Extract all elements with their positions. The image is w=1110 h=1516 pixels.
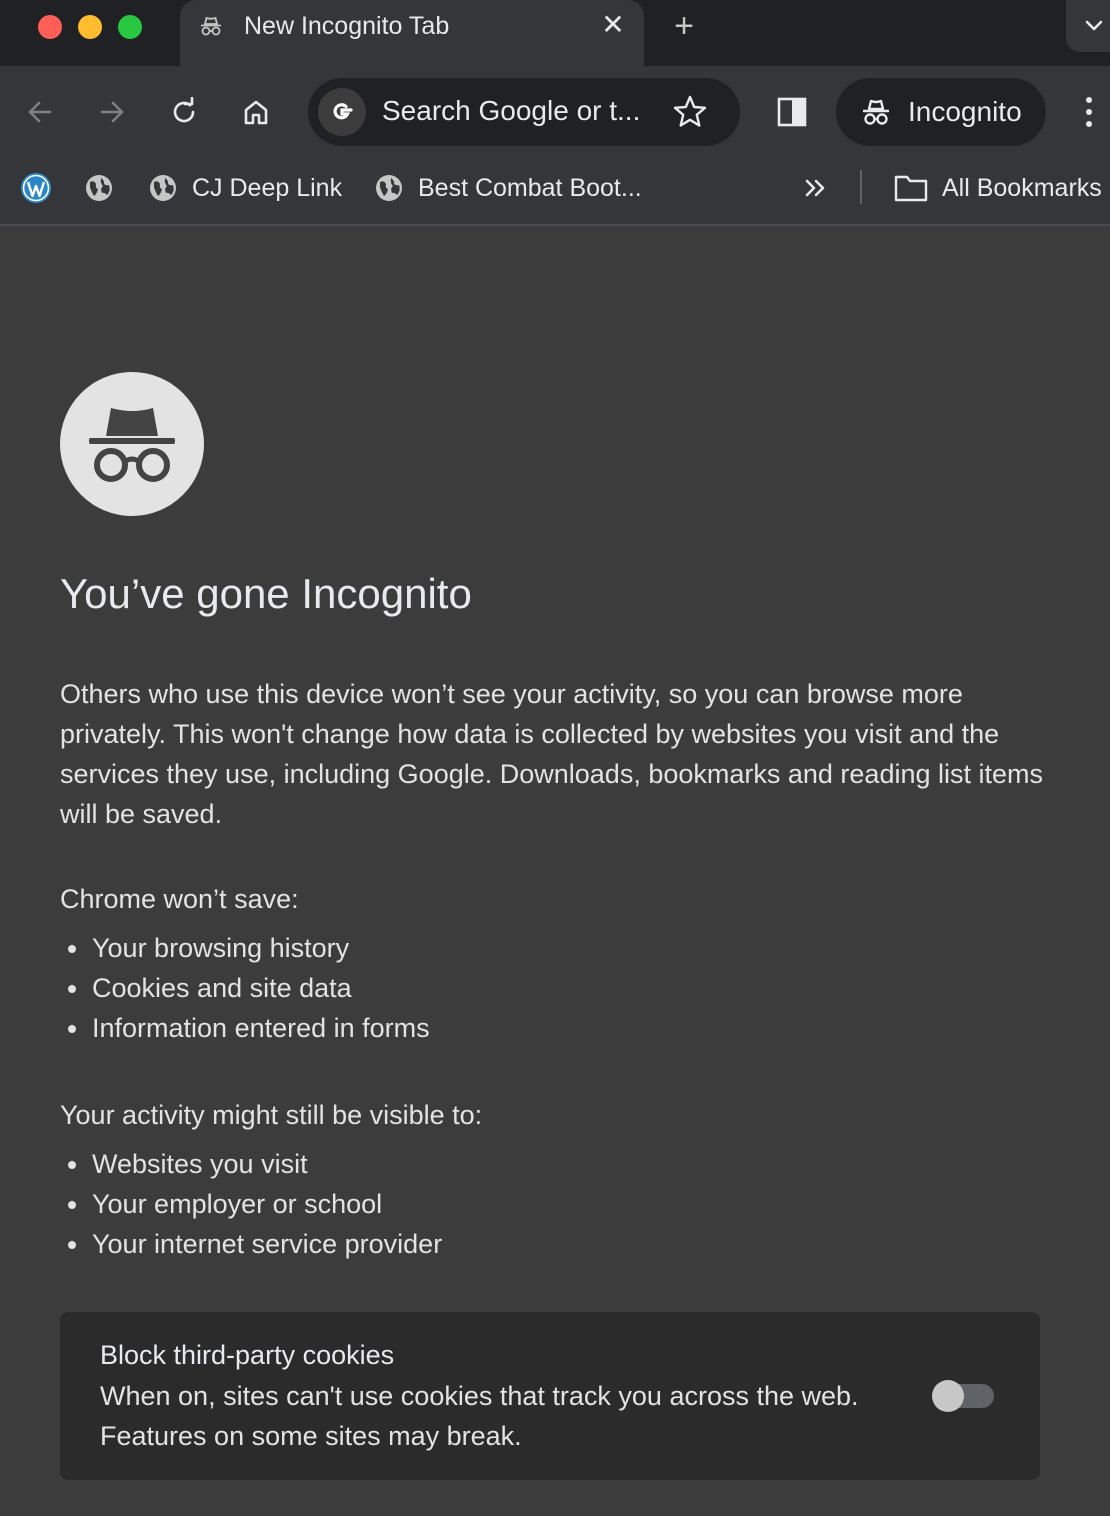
toolbar — [0, 66, 1110, 158]
incognito-icon — [198, 13, 224, 39]
bookmark-star-icon[interactable] — [672, 94, 708, 130]
chevron-down-icon — [1082, 14, 1106, 38]
tab-close-icon[interactable]: ✕ — [601, 9, 625, 40]
globe-icon — [84, 173, 114, 203]
wordpress-icon — [20, 172, 52, 204]
intro-paragraph: Others who use this device won’t see your activity, so you can browse more privately. This won't change how data is collected by websites you visit and the services they use, including Google. Downloads, bookmarks and reading list items will be saved. — [60, 679, 1043, 829]
list-item: Your browsing history — [60, 928, 430, 968]
arrow-right-icon — [97, 97, 127, 127]
arrow-left-icon — [25, 97, 55, 127]
bookmarks-bar — [0, 158, 1110, 226]
incognito-hero-icon — [60, 372, 204, 516]
list-item: Websites you visit — [60, 1144, 442, 1184]
wont-save-list — [60, 928, 430, 1048]
bookmark-label: CJ Deep Link — [192, 173, 343, 202]
list-item: Cookies and site data — [60, 968, 430, 1008]
globe-icon — [374, 173, 404, 203]
minimize-window-button[interactable] — [78, 15, 102, 39]
incognito-label: Incognito — [908, 96, 1022, 127]
forward-button[interactable] — [90, 90, 134, 134]
tab-search-button[interactable] — [1066, 0, 1110, 52]
still-visible-list — [60, 1144, 442, 1264]
tab-new-incognito[interactable] — [180, 0, 644, 66]
list-item: Information entered in forms — [60, 1008, 430, 1048]
toggle-thumb — [932, 1380, 964, 1412]
page-title: You’ve gone Incognito — [60, 570, 472, 617]
bookmark-best-combat-boot[interactable] — [374, 170, 642, 206]
bookmark-wordpress[interactable] — [20, 170, 52, 206]
omnibox[interactable] — [308, 78, 740, 146]
bookmark-cj-deep-link[interactable] — [148, 170, 342, 206]
tab-strip — [0, 0, 1110, 66]
reload-icon — [169, 97, 199, 127]
wont-save-heading: Chrome won’t save: — [60, 884, 299, 914]
incognito-profile-button[interactable] — [836, 78, 1046, 146]
list-item: Your internet service provider — [60, 1224, 442, 1264]
home-button[interactable] — [234, 90, 278, 134]
folder-icon — [894, 173, 928, 203]
reload-button[interactable] — [162, 90, 206, 134]
fullscreen-window-button[interactable] — [118, 15, 142, 39]
side-panel-icon — [776, 96, 808, 128]
incognito-icon — [860, 96, 892, 128]
google-icon — [318, 88, 366, 136]
cookie-card-description: When on, sites can't use cookies that track you across the web. Features on some sites may break. — [100, 1381, 859, 1451]
close-window-button[interactable] — [38, 15, 62, 39]
all-bookmarks-button[interactable] — [894, 170, 1102, 206]
cookie-card-title: Block third-party cookies — [100, 1340, 395, 1370]
more-vert-icon — [1074, 90, 1104, 134]
tab-title: New Incognito Tab — [244, 12, 450, 40]
double-chevron-right-icon — [800, 173, 830, 203]
list-item: Your employer or school — [60, 1184, 442, 1224]
back-button[interactable] — [18, 90, 62, 134]
menu-button[interactable] — [1074, 90, 1104, 134]
bookmarks-overflow-button[interactable] — [800, 170, 830, 206]
block-cookies-toggle[interactable] — [932, 1384, 994, 1408]
bookmark-label: Best Combat Boot... — [418, 173, 642, 202]
all-bookmarks-label: All Bookmarks — [942, 173, 1102, 202]
bookmarks-divider — [860, 170, 862, 204]
side-panel-button[interactable] — [770, 90, 814, 134]
bookmark-globe[interactable] — [84, 170, 114, 206]
home-icon — [241, 97, 271, 127]
globe-icon — [148, 173, 178, 203]
omnibox-text[interactable]: Search Google or t... — [382, 95, 641, 126]
third-party-cookies-card — [60, 1312, 1040, 1480]
still-visible-heading: Your activity might still be visible to: — [60, 1100, 483, 1130]
new-tab-button[interactable]: + — [674, 7, 694, 45]
